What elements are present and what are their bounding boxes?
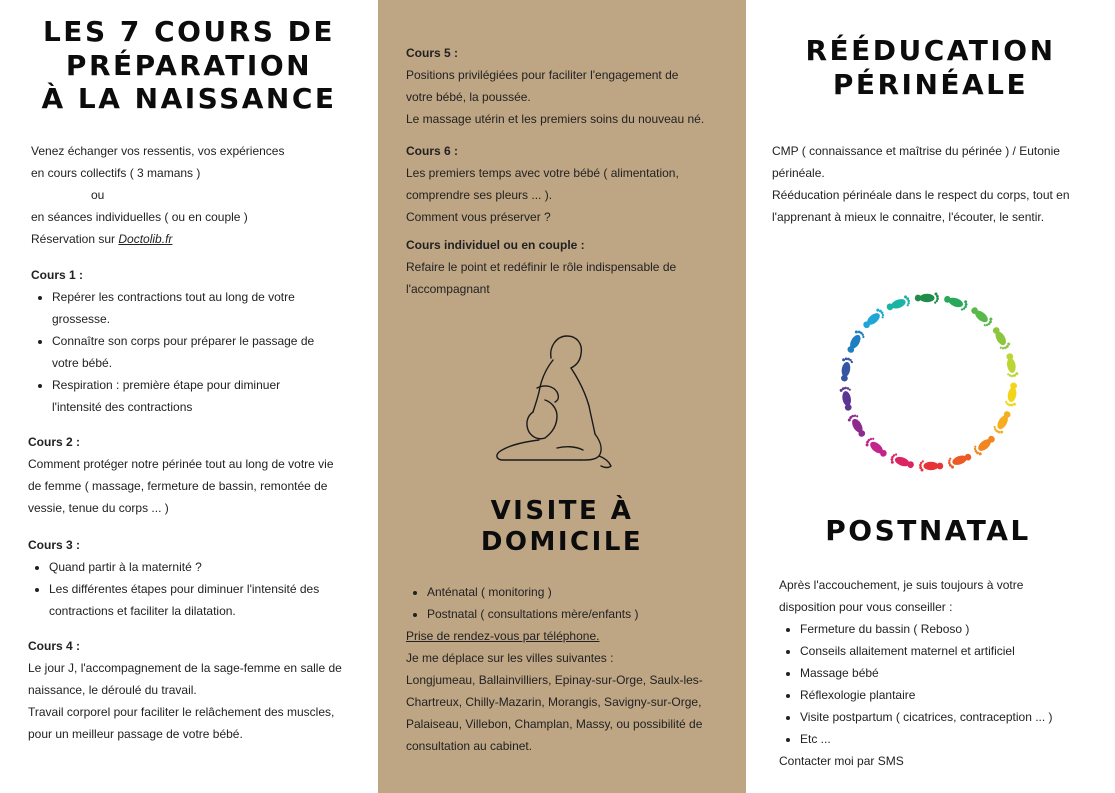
pregnant-woman-illustration bbox=[493, 328, 623, 478]
footprint-icon bbox=[968, 304, 994, 328]
intro-block: Venez échanger vos ressentis, vos expériences en cours collectifs ( 3 mamans ) ou en séances individuelles ( ou en couple ) Réservation sur Doctolib.fr bbox=[31, 144, 285, 246]
list-item: • Quand partir à la maternité ? bbox=[49, 556, 340, 578]
cours6-block: Cours 6 : Les premiers temps avec votre bébé ( alimentation, comprendre ses pleurs ... ). Comment vous préserver ? bbox=[406, 144, 679, 224]
cours2-block: Cours 2 : Comment protéger notre périnée tout au long de votre vie de femme ( massage, fermeture de bassin, remontée de vessie, tenue du corps ... ) bbox=[28, 435, 334, 515]
footprint-icon bbox=[864, 436, 890, 460]
cours3-block: Cours 3 : • Quand partir à la maternité ? • Les différentes étapes pour diminuer l'intensité des contractions et faciliter la dilatation. bbox=[28, 534, 340, 622]
visite-block: • Anténatal ( monitoring ) • Postnatal ( consultations mère/enfants ) Prise de rendez-vous par téléphone. Je me déplace sur les villes suivantes : Longjumeau, Ballainvilliers, Epinay-sur-Orge, Saulx-les-Chartreux, Chilly-Mazarin, Morangis, Savigny-sur-Orge, Palaiseau, Villebon, Champlan, Massy, ou possibilité de consultation au cabinet. bbox=[406, 581, 718, 757]
footprint-icon bbox=[847, 413, 869, 439]
column-reeducation bbox=[746, 0, 1115, 793]
footprint-icon bbox=[1004, 382, 1019, 408]
column-preparation bbox=[0, 0, 378, 793]
visite-list bbox=[406, 581, 718, 625]
footprint-icon bbox=[992, 409, 1014, 435]
footprints-circle-illustration bbox=[822, 275, 1036, 489]
footprint-icon bbox=[838, 357, 853, 383]
list-item: • Les différentes étapes pour diminuer l'intensité des contractions et faciliter la dilatation. bbox=[49, 578, 340, 622]
title-preparation: LES 7 COURS DE PRÉPARATION À LA NAISSANCE bbox=[41, 15, 337, 116]
list-item: • Repérer les contractions tout au long de votre grossesse. bbox=[52, 286, 321, 330]
cours5-block: Cours 5 : Positions privilégiées pour faciliter l'engagement de votre bébé, la poussée. Le massage utérin et les premiers soins du nouveau né. bbox=[406, 46, 705, 126]
footprint-icon bbox=[972, 433, 998, 457]
footprint-icon bbox=[885, 295, 911, 314]
footprint-icon bbox=[1004, 352, 1019, 378]
footprint-icon bbox=[946, 451, 972, 470]
cours4-block: Cours 4 : Le jour J, l'accompagnement de la sage-femme en salle de naissance, le déroulé du travail. Travail corporel pour faciliter le relâchement des muscles, pour un meilleur passage de votre bébé. bbox=[28, 639, 342, 741]
reeducation-block: CMP ( connaissance et maîtrise du périnée ) / Eutonie périnéale. Rééducation périnéale dans le respect du corps, tout en l'apprenant à mieux le connaitre, l'écouter, le sentir. bbox=[772, 144, 1070, 224]
list-item: • Massage bébé bbox=[800, 662, 1079, 684]
title-reeducation: RÉÉDUCATION PÉRINÉALE bbox=[805, 34, 1056, 101]
list-item: • Respiration : première étape pour diminuer l'intensité des contractions bbox=[52, 374, 321, 418]
footprint-icon bbox=[889, 452, 915, 471]
column-visite bbox=[378, 0, 746, 793]
individuel-block: Cours individuel ou en couple : Refaire le point et redéfinir le rôle indispensable de l'accompagnant bbox=[406, 238, 677, 296]
postnatal-list bbox=[779, 618, 1079, 750]
title-postnatal: POSTNATAL bbox=[825, 514, 1031, 547]
footprint-icon bbox=[861, 307, 887, 331]
cours1-list bbox=[31, 286, 321, 418]
footprint-icon bbox=[915, 293, 939, 304]
list-item: • Etc ... bbox=[800, 728, 1079, 750]
list-item: • Postnatal ( consultations mère/enfants ) bbox=[427, 603, 718, 625]
list-item: • Anténatal ( monitoring ) bbox=[427, 581, 718, 603]
list-item: • Conseils allaitement maternel et artificiel bbox=[800, 640, 1079, 662]
title-visite: VISITE À DOMICILE bbox=[480, 496, 644, 558]
footprint-icon bbox=[844, 329, 866, 355]
list-item: • Visite postpartum ( cicatrices, contraception ... ) bbox=[800, 706, 1079, 728]
list-item: • Réflexologie plantaire bbox=[800, 684, 1079, 706]
footprint-icon bbox=[839, 386, 854, 412]
cours3-list bbox=[28, 556, 340, 622]
footprint-icon bbox=[919, 460, 943, 471]
postnatal-block: Après l'accouchement, je suis toujours à votre disposition pour vous conseiller : • Fermeture du bassin ( Reboso ) • Conseils allaitement maternel et artificiel • Massage bébé • Réflexologie plantaire • Visite postpartum ( cicatrices, contraception ... ) • Etc ... Contacter moi par SMS bbox=[779, 574, 1079, 772]
footprint-icon bbox=[990, 325, 1012, 351]
list-item: • Connaître son corps pour préparer le passage de votre bébé. bbox=[52, 330, 321, 374]
list-item: • Fermeture du bassin ( Reboso ) bbox=[800, 618, 1079, 640]
footprint-icon bbox=[942, 293, 968, 312]
cours1-block: Cours 1 : • Repérer les contractions tout au long de votre grossesse. • Connaître son corps pour préparer le passage de votre bébé. • Respiration : première étape pour diminuer l'intensité des contractions bbox=[31, 264, 321, 418]
doctolib-link[interactable]: Doctolib.fr bbox=[118, 232, 173, 246]
